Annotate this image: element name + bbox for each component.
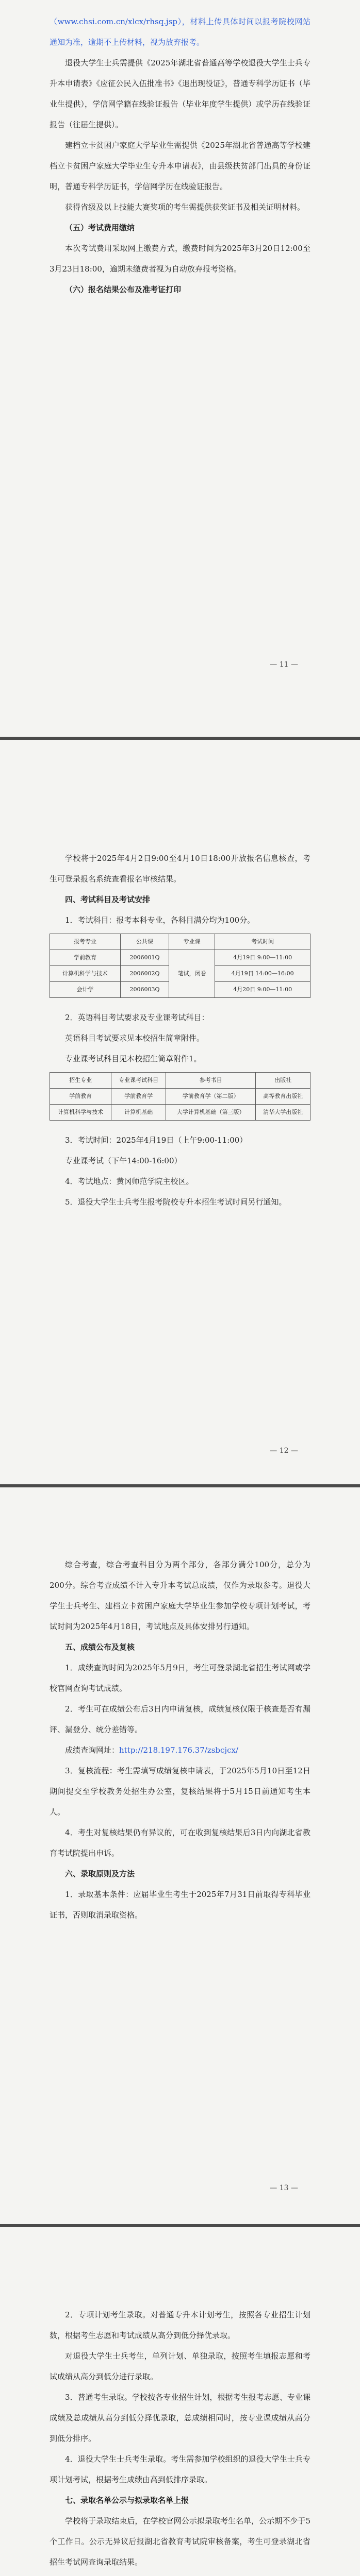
subject-table [50,1072,310,1121]
document-page-3 [0,1487,360,2224]
table-header: 参考书目 [166,1073,256,1089]
page2-intro: 学校将于2025年4月2日9:00至4月10日18:00开放报名信息核查，考生可登录报名系统查看报名审核结果。 [50,854,310,884]
table-row: 会计学 2006003Q 4月20日 9:00—11:00 [50,982,310,998]
document-page-2 [0,740,360,1484]
section6-title: 六、录取原则及方法 [65,1869,135,1878]
exam-subjects: 1．考试科目：报考本科专业，各科目满分均为100分。 [65,916,255,925]
table-header: 招生专业 [50,1073,111,1089]
score-query: 1．成绩查询时间为2025年5月9日，考生可登录湖北省招生考试网或学校官网查询考试成绩。 [50,1663,310,1693]
exam-time-b: 专业课考试（下午14:00-16:00） [65,1156,182,1165]
page1-line-2: 建档立卡贫困户家庭大学毕业生需提供《2025年湖北省普通高等学校建档立卡贫困户家庭大学毕业生专升本申请表》，由县级扶贫部门出具的身份证明，普通专科学历证书，学信网学历在线验证报告。 [50,141,310,191]
score-link-line: 成绩查询网址：http://218.197.176.37/zsbcjcx/ [65,1745,238,1755]
table-header: 公共课 [121,934,169,950]
page-number: — 12 — [270,1447,298,1455]
english-requirements-note: 英语科目考试要求见本校招生简章附件。 [65,1033,205,1043]
page4-line-3: 4．退役大学生士兵考生录取。考生需参加学校组织的退役大学生士兵专项计划考试，根据考生成绩由高到低排序录取。 [50,2454,310,2484]
document-page-4 [0,2227,360,2576]
page-number: — 13 — [270,2184,298,2192]
page1-line-5: 本次考试费用采取网上缴费方式，缴费时间为2025年3月20日12:00至3月23日18:00，逾期未缴费者视为自动放弃报考资格。 [50,244,310,274]
page4-line-5: 学校将于录取结束后，在学校官网公示拟录取考生名单，公示期不少于5个工作日。公示无异议后报湖北省教育考试院审核备案，考生可登录湖北省招生考试网查询录取结果。 [50,2516,310,2567]
document-page-1 [0,0,360,737]
table-header: 出版社 [256,1073,310,1089]
page1-line-0 [50,11,310,53]
table-header: 考试时间 [215,934,310,950]
table-header: 专业课 [169,934,215,950]
appeal: 4．考生对复核结果仍有异议的，可在收到复核结果后3日内向湖北省教育考试院提出申诉。 [50,1828,310,1858]
english-requirements: 2．英语科目考试要求及专业课考试科目： [65,1013,209,1022]
score-query-link[interactable]: http://218.197.176.37/zsbcjcx/ [119,1745,238,1755]
exam-schedule-table [50,934,310,998]
page4-line-2: 3．普通考生录取。学校按各专业招生计划，根据考生报考志愿、专业课成绩及总成绩从高分到低分择优录取，总成绩相同时，按专业课成绩从高分到低分排序。 [50,2393,310,2443]
table-row: 学前教育 2006001Q 笔试，闭卷 4月19日 9:00—11:00 [50,950,310,966]
table-header: 报考专业 [50,934,121,950]
page1-line-1: 退役大学生士兵需提供《2025年湖北省普通高等学校退役大学生士兵专升本申请表》《应征公民入伍批准书》《退出现役证》，普通专科学历证书（毕业生提供），学信网学籍在线验证报告（毕业年度学生提供）或学历在线验证报告（往届生提供）。 [50,58,310,129]
subject-note: 专业课考试科目见本校招生简章附件1。 [65,1054,202,1063]
exam-location: 4．考试地点：黄冈师范学院主校区。 [65,1177,194,1186]
fee-heading: （五）考试费用缴纳 [65,223,135,232]
exam-time: 3．考试时间：2025年4月19日（上午9:00-11:00） [65,1136,248,1145]
page4-line-0: 2．专项计划考生录取。对普通专升本计划考生，按照各专业招生计划数，根据考生志愿和考试成绩从高分到低分择优录取。 [50,2310,310,2340]
table-row: 计算机科学与技术 2006002Q 4月19日 14:00—16:00 [50,966,310,982]
table-row: 计算机科学与技术 计算机基础 大学计算机基础（第三版） 清华大学出版社 [50,1105,310,1121]
review-process: 3．复核流程：考生需填写成绩复核申请表，于2025年5月10日至12日期间提交至学校教务处招生办公室，复核结果将于5月15日前通知考生本人。 [50,1766,310,1817]
table-row: 学前教育 学前教育学 学前教育学（第二版） 高等教育出版社 [50,1089,310,1105]
veteran-exam-note: 5．退役大学生士兵考生报考院校专升本招生考试时间另行通知。 [65,1197,287,1207]
page-number: — 11 — [270,660,298,669]
page4-line-6 [50,2572,310,2576]
page3-intro: 综合考查，综合考查科目分为两个部分，各部分满分100分，总分为200分。综合考查成绩不计入专升本考试总成绩，仅作为录取参考。退役大学生士兵考生、建档立卡贫困户家庭大学毕业生参加学校专项计划考试，考试时间为2025年4月18日，考试地点及具体安排另行通知。 [50,1560,310,1631]
score-review: 2．考生可在成绩公布后3日内申请复核，成绩复核仅限于核查是否有漏评、漏登分、统分差错等。 [50,1704,310,1734]
section7-title: 七、录取名单公示与拟录取名单上报 [65,2496,189,2505]
chsi-link[interactable]: （www.chsi.com.cn/xlcx/rhsq.jsp），材料上传具体时间以报考院校网站通知为准，逾期不上传材料，视为放弃报考。 [50,17,310,47]
section-title: 四、考试科目及考试安排 [65,895,151,904]
results-heading: （六）报名结果公布及准考证打印 [65,285,182,294]
page1-line-3: 获得省级及以上技能大赛奖项的考生需提供获奖证书及相关证明材料。 [65,202,305,212]
table-header: 专业课考试科目 [111,1073,166,1089]
admission-condition: 1．录取基本条件：应届毕业生考生于2025年7月31日前取得专科毕业证书，否则取消录取资格。 [50,1890,310,1920]
section5-title: 五、成绩公布及复核 [65,1642,135,1652]
page4-line-1: 对退役大学生士兵考生，单列计划、单独录取，按照考生填报志愿和考试成绩从高分到低分进行录取。 [50,2351,310,2381]
